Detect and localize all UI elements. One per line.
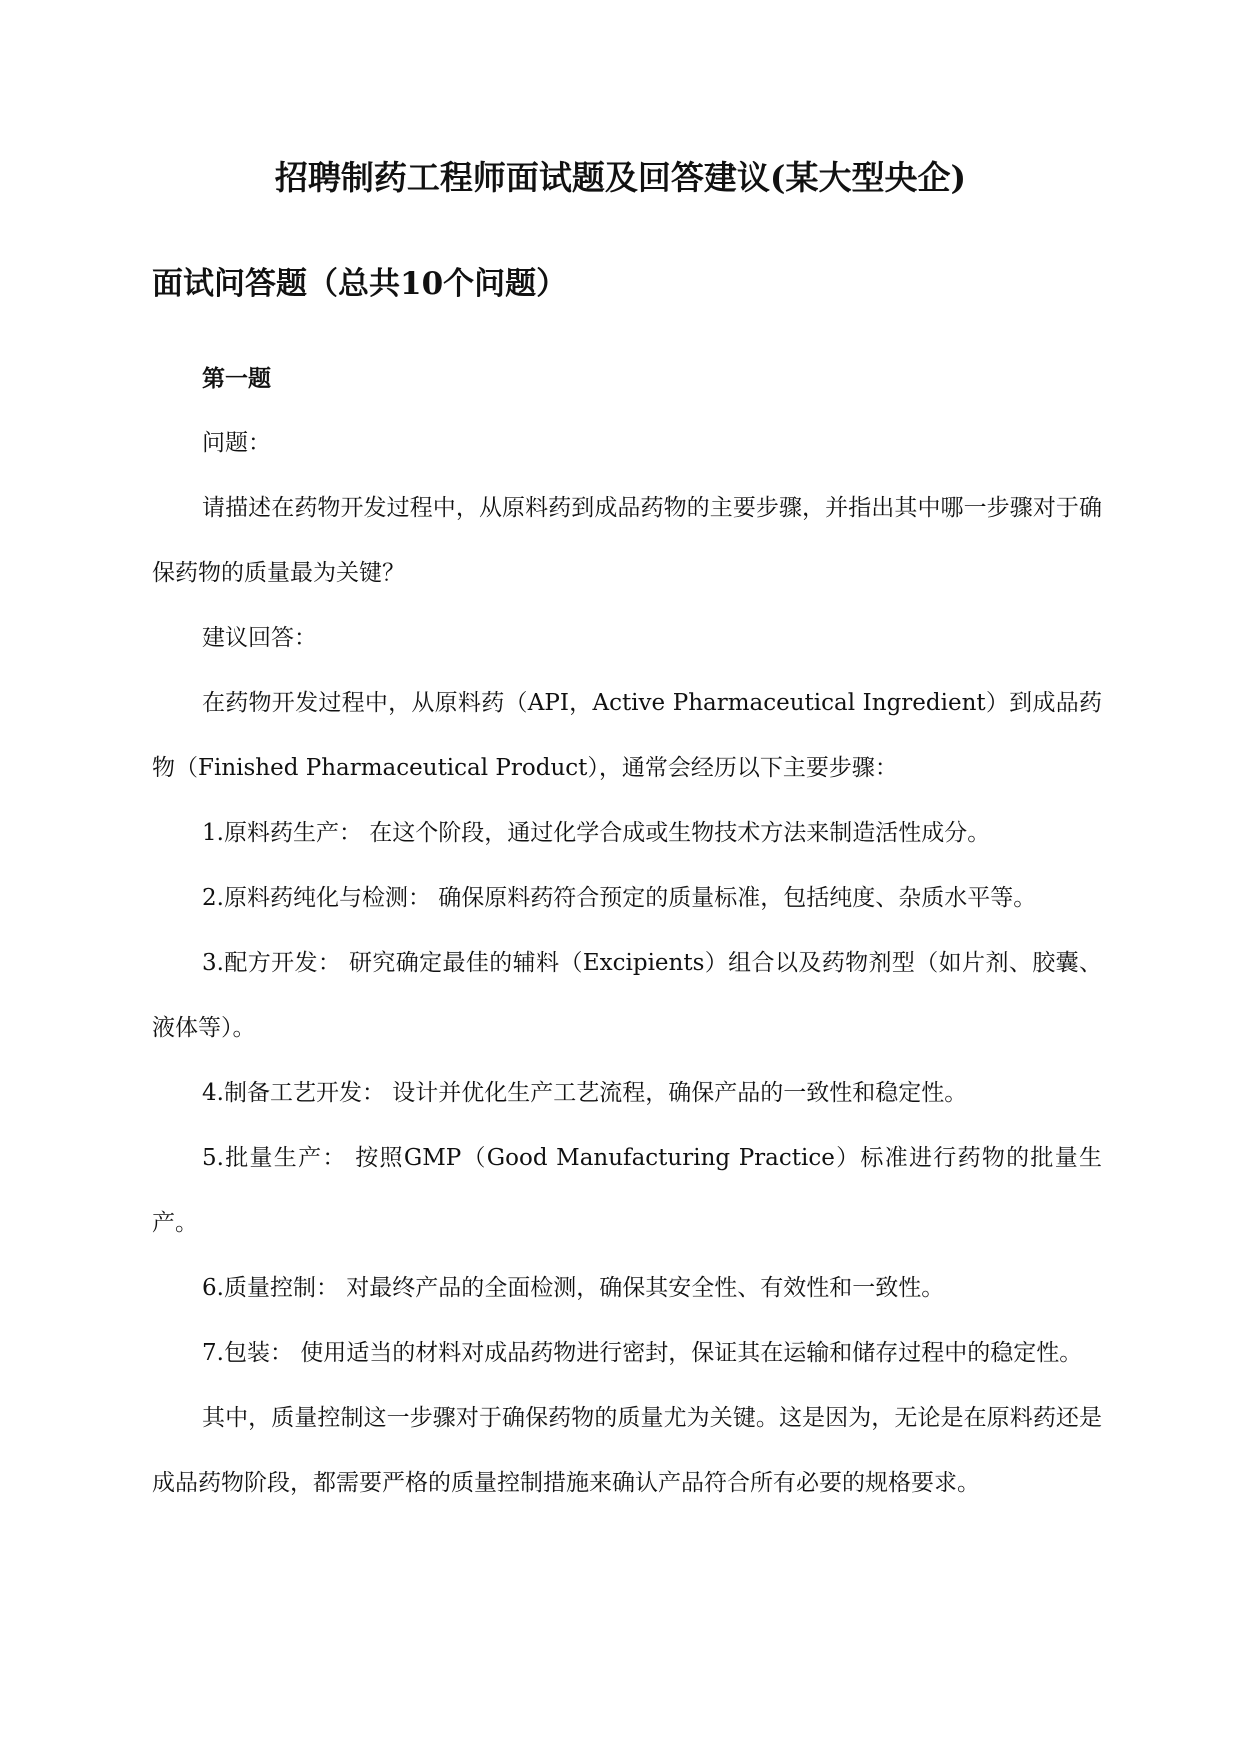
answer-conclusion: 其中，质量控制这一步骤对于确保药物的质量尤为关键。这是因为，无论是在原料药还是成品药物阶段，都需要严格的质量控制措施来确认产品符合所有必要的规格要求。: [152, 1405, 1102, 1496]
step-item: 1.原料药生产： 在这个阶段，通过化学合成或生物技术方法来制造活性成分。: [202, 820, 991, 846]
answer-label: 建议回答：: [202, 625, 317, 651]
step-item: 5.批量生产： 按照GMP（Good Manufacturing Practice）标准进行药物的批量生产。: [152, 1145, 1102, 1236]
step-item: 3.配方开发： 研究确定最佳的辅料（Excipients）组合以及药物剂型（如片剂、胶囊、液体等）。: [152, 950, 1102, 1041]
step-item: 6.质量控制： 对最终产品的全面检测，确保其安全性、有效性和一致性。: [202, 1275, 945, 1301]
step-item: 2.原料药纯化与检测： 确保原料药符合预定的质量标准，包括纯度、杂质水平等。: [202, 885, 1037, 911]
document-title: 招聘制药工程师面试题及回答建议(某大型央企): [274, 158, 967, 197]
step-item: 7.包装： 使用适当的材料对成品药物进行密封，保证其在运输和储存过程中的稳定性。: [202, 1340, 1083, 1366]
step-item: 4.制备工艺开发： 设计并优化生产工艺流程，确保产品的一致性和稳定性。: [202, 1080, 968, 1106]
question-label: 问题：: [202, 430, 271, 456]
section-heading: 面试问答题（总共10个问题）: [152, 266, 568, 302]
answer-intro: 在药物开发过程中，从原料药（API，Active Pharmaceutical Ingredient）到成品药物（Finished Pharmaceutical Product），通常会经历以下主要步骤：: [152, 690, 1102, 781]
question-text: 请描述在药物开发过程中，从原料药到成品药物的主要步骤，并指出其中哪一步骤对于确保药物的质量最为关键？: [152, 495, 1102, 586]
question-title: 第一题: [202, 365, 271, 392]
question-1-block: [152, 346, 1102, 1516]
